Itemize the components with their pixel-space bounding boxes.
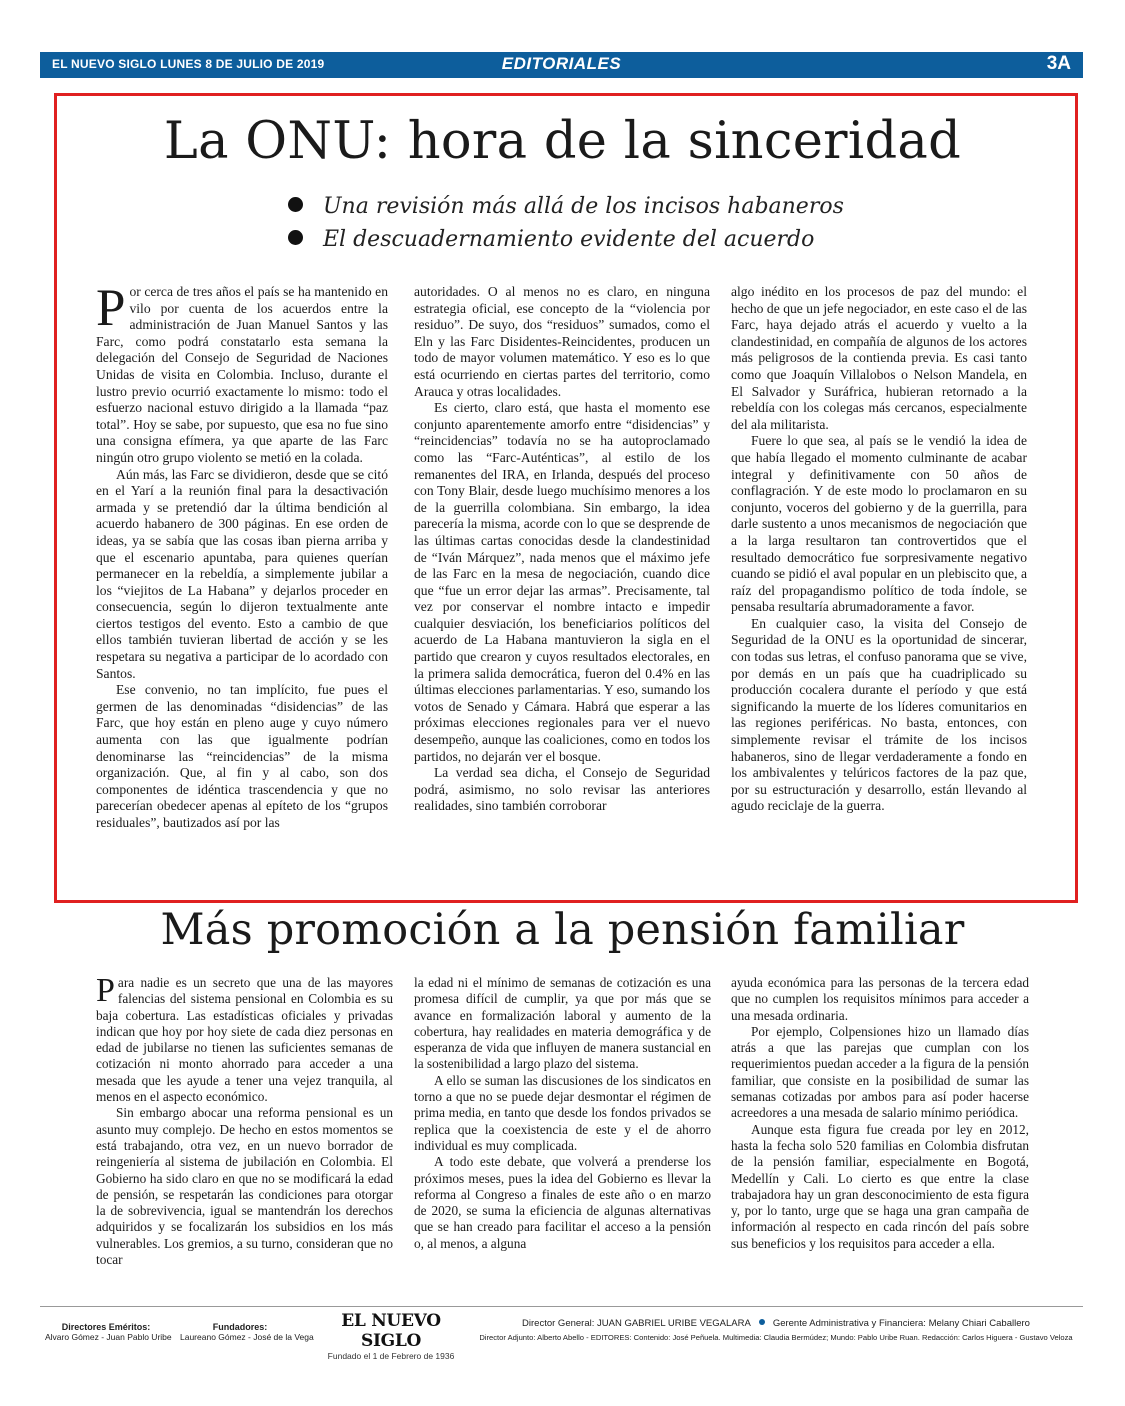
footer-divider (40, 1306, 1083, 1307)
separator-dot-icon (759, 1319, 765, 1325)
paragraph: A ello se suman las discusiones de los sindicatos en torno a que no se puede dejar desmontar el régimen de prima media, en tanto que desde los fondos privados se replica que la coexistencia de este y el de ahorro individual es muy complicada. (414, 1072, 711, 1153)
editorial-2-column-3 (731, 975, 1029, 1252)
paragraph: En cualquier caso, la visita del Consejo de Seguridad de la ONU es la oportunidad de sincerar, con todas sus letras, el confuso panorama que se vive, por demás en un país que ha cuadriplicado su producción cocalera durante el período y que está significando la muerte de los líderes comunitarios en las regiones periféricas. No basta, entonces, con simplemente revisar el trámite de los incisos habaneros, sino de llegar verdaderamente a fondo en los ambivalentes y telúricos factores de la paz que, por su estructuración y desarrollo, están llevando al agudo reciclaje de la guerra. (731, 615, 1027, 814)
editorial-1-column-3 (731, 284, 1027, 815)
newspaper-logo (326, 1311, 456, 1361)
paragraph: Ese convenio, no tan implícito, fue pues el germen de las denominadas “disidencias” de las Farc, que hoy están en pleno auge y cuyo número aumenta con las que igualmente podrían denominarse las “reincidencias” de la misma organización. Que, al fin y al cabo, son dos componentes de idéntica trascendencia y que no parecerían obedecer apenas al epíteto de los “grupos residuales”, bautizados así por las (96, 682, 388, 830)
director-general: Director General: JUAN GABRIEL URIBE VEGALARA (522, 1318, 751, 1329)
page-number: 3A (1046, 53, 1071, 74)
editorial-2-title: Más promoción a la pensión familiar (160, 905, 965, 955)
bullet-icon (288, 230, 303, 245)
drop-cap: P (96, 972, 115, 1009)
paragraph: Aunque esta figura fue creada por ley en 2012, hasta la fecha solo 520 familias en Colombia disfrutan de la pensión familiar, especialmente en Bogotá, Medellín y Cali. Lo cierto es que entre la clase trabajadora hay un gran desconocimiento de esta figura y, por lo tanto, urge que se haga una gran campaña de información al respecto en cada rincón del país sobre sus beneficios y los requisitos para acceder a ella. (731, 1121, 1029, 1251)
subtitle-text: El descuadernamiento evidente del acuerdo (323, 227, 815, 252)
fundadores-title: Fundadores: (212, 1322, 268, 1332)
staff-credits (470, 1318, 1082, 1342)
header-date: EL NUEVO SIGLO LUNES 8 DE JULIO DE 2019 (52, 57, 325, 71)
emeritos-names: Alvaro Gómez - Juan Pablo Uribe (45, 1332, 172, 1342)
editorial-1-column-2 (414, 284, 710, 815)
paragraph: Sin embargo abocar una reforma pensional es un asunto muy complejo. De hecho en estos momentos se está trabajando, otra vez, en un nuevo borrador de reingeniería al sistema de jubilación en Colombia. El Gobierno ha sido claro en que no se modificará la edad de pensión, se respetarán las condiciones para otorgar la de sobrevivencia, igual se mantendrán los derechos adquiridos y se focalizarán los subsidios en los más vulnerables. Los gremios, a su turno, consideran que no tocar (96, 1105, 393, 1268)
paragraph: Por cerca de tres años el país se ha mantenido en vilo por cuenta de los acuerdos entre la administración de Juan Manuel Santos y las Farc, como podrá constatarlo esta semana la delegación del Consejo de Seguridad de Naciones Unidas de visita en Colombia. Incluso, durante el lustro previo ocurrió exactamente lo mismo: todo el esfuerzo nacional estuvo dirigido a la llamada “paz total”. Hoy se sabe, por supuesto, que esa no fue sino una consigna efímera, ya que aparte de las Farc ningún otro grupo violento se metió en la colada. (96, 279, 388, 465)
editorial-1-subtitles (288, 190, 844, 256)
paragraph: Es cierto, claro está, que hasta el momento ese conjunto aparentemente amorfo entre “disidencias” y “reincidencias” todavía no se ha autoproclamado como las “Farc-Auténticas”, al estilo de los remanentes del IRA, en Irlanda, después del proceso con Tony Blair, desde luego muchísimo menores a los de la guerrilla colombiana. Sin embargo, la idea parecería la misma, acorde con lo que se desprende de las últimas cartas conocidas desde la clandestinidad de “Iván Márquez”, nada menos que el máximo jefe de las Farc en la mesa de negociación, cuando dice que “fue un error dejar las armas”. Precisamente, tal vez por conservar el nombre intacto e impedir cualquier desviación, los beneficiarios políticos del acuerdo de La Habana mantuvieron la sigla en el partido que crearon y cuyos resultados electorales, en la primera salida democrática, fueron del 0.4% en las últimas elecciones parlamentarias. Y eso, sumando los votos de Senado y Cámara. Habrá que esperar a las próximas elecciones regionales para ver el nuevo desempeño, aunque las coaliciones, como en todos los partidos, no dejarán ver el bosque. (414, 400, 710, 764)
footer-emeritos (45, 1322, 172, 1342)
paragraph: La verdad sea dicha, el Consejo de Seguridad podrá, asimismo, no solo revisar las anteriores realidades, sino también corroborar (414, 765, 710, 814)
logo-name: EL NUEVO SIGLO (341, 1311, 441, 1351)
gerente: Gerente Administrativa y Financiera: Melany Chiari Caballero (772, 1318, 1030, 1329)
staff-line-2: Director Adjunto: Alberto Abello - EDITORES: Contenido: José Peñuela. Multimedia: Claudia Bermúdez; Mundo: Pablo Uribe Ruan. Redacción: Carlos Higuera - Gustavo Veloza (479, 1333, 1073, 1342)
page-header-bar (40, 52, 1083, 78)
paragraph: Aún más, las Farc se dividieron, desde que se citó en el Yarí a la reunión final para la desactivación armada y se pretendió dar la última bendición al acuerdo habanero de 300 páginas. En ese orden de ideas, ya se sabía que las cosas iban pierna arriba y que el escenario apuntaba, para quienes querían permanecer en la rebeldía, a simplemente jubilar a los “viejitos de La Habana” y dejarlos proceder en consecuencia, según lo dijeron textualmente ante ciertos testigos del evento. Esto a cambio de que ellos también tuvieran libertad de acción y se les respetara su negativa a participar de lo acordado con Santos. (96, 466, 388, 681)
paragraph: Por ejemplo, Colpensiones hizo un llamado días atrás a que las parejas que cumplan con los requerimientos puedan acceder a la figura de la pensión familiar, que consiste en la posibilidad de sumar las semanas cotizadas por ambos para así poder hacerse acreedores a una mesada de salario mínimo periódica. (731, 1023, 1029, 1121)
bullet-icon (288, 197, 303, 212)
paragraph: Para nadie es un secreto que una de las mayores falencias del sistema pensional en Colombia es su baja cobertura. Las estadísticas oficiales y privadas indican que hoy por hoy siete de cada diez personas en edad de jubilarse no tienen las suficientes semanas de cotización ni monto ahorrado para acceder a una mesada que les ayude a tener una vejez tranquila, al menos en el aspecto económico. (96, 972, 393, 1105)
paragraph: la edad ni el mínimo de semanas de cotización es una promesa difícil de cumplir, ya que por más que se avance en formalización laboral y aumento de la cobertura, hay realidades en materia demográfica y de esperanza de vida que influyen de manera sustancial en la sostenibilidad a largo plazo del sistema. (414, 975, 711, 1072)
staff-line-1 (470, 1318, 1082, 1329)
subtitle-text: Una revisión más allá de los incisos habaneros (323, 194, 844, 219)
paragraph: A todo este debate, que volverá a prenderse los próximos meses, pues la idea del Gobierno es llevar la reforma al Congreso a finales de este año o en marzo de 2020, se suma la eficiencia de algunas alternativas que se han creado para facilitar el acceso a la pensión o, al menos, a alguna (414, 1154, 711, 1251)
paragraph: algo inédito en los procesos de paz del mundo: el hecho de que un jefe negociador, en este caso el de las Farc, haya dejado atrás el acuerdo y vuelto a la clandestinidad, en compañía de algunos de los actores más peligrosos de la contienda previa. Es casi tanto como que Joaquín Villalobos o Nelson Mandela, en El Salvador y Suráfrica, hubieran retornado a la rebeldía con los colegas más cercanos, especialmente del ala militarista. (731, 284, 1027, 432)
editorial-2-column-1 (96, 972, 393, 1268)
drop-cap: P (96, 279, 126, 337)
section-title: EDITORIALES (501, 54, 622, 73)
editorial-1-title: La ONU: hora de la sinceridad (163, 112, 962, 171)
footer-fundadores (180, 1322, 314, 1342)
subtitle-item (288, 223, 844, 256)
paragraph: autoridades. O al menos no es claro, en ninguna estrategia oficial, ese concepto de la “violencia por residuo”. De suyo, dos “residuos” sumados, como el Eln y las Farc Disidentes-Reincidentes, producen un todo de mayor volumen matemático. Y eso es lo que está ocurriendo en ciertas partes del territorio, como Arauca y otras localidades. (414, 284, 710, 399)
paragraph: Fuere lo que sea, al país se le vendió la idea de que había llegado el momento culminante de acabar integral y definitivamente con 50 años de conflagración. Y de este modo lo proclamaron en su conjunto, voceros del gobierno y de la guerrilla, para darle sustento a unos mecanismos de negociación que a la larga resultaron tan controvertidos que el resultado democrático fue sorpresivamente negativo cuando se pidió el aval popular en un plebiscito que, a raíz del propagandismo político de toda índole, se pensaba resultaría abrumadoramente a favor. (731, 433, 1027, 615)
editorial-2-column-2 (414, 975, 711, 1252)
subtitle-item (288, 190, 844, 223)
editorial-1-column-1 (96, 279, 388, 832)
fundadores-names: Laureano Gómez - José de la Vega (180, 1332, 314, 1342)
emeritos-title: Directores Eméritos: (61, 1322, 151, 1332)
founded-date: Fundado el 1 de Febrero de 1936 (327, 1351, 455, 1361)
paragraph: ayuda económica para las personas de la tercera edad que no cumplen los requisitos mínimos para acceder a una mesada ordinaria. (731, 975, 1029, 1023)
